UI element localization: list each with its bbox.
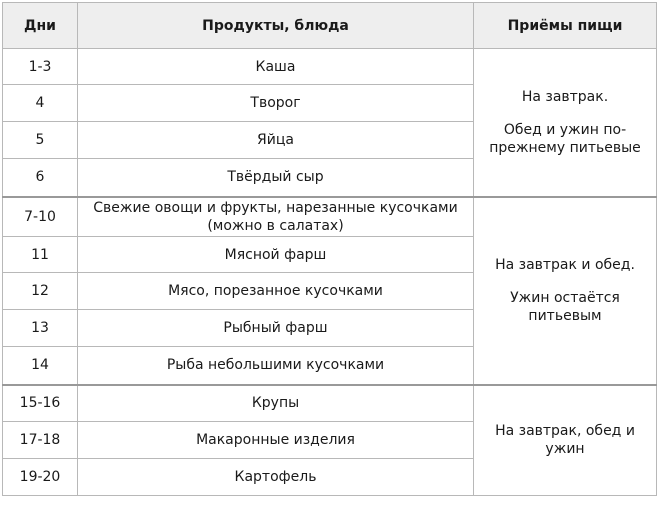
days-cell: 7-10 xyxy=(3,197,78,237)
days-cell: 17-18 xyxy=(3,422,78,459)
days-cell: 11 xyxy=(3,237,78,273)
product-cell: Рыбный фарш xyxy=(78,310,474,347)
product-cell: Мясной фарш xyxy=(78,237,474,273)
meal-group-2-line1: На завтрак и обед. xyxy=(495,257,635,273)
meal-group-2 xyxy=(474,197,657,385)
meal-group-1 xyxy=(474,49,657,197)
meal-group-3 xyxy=(474,385,657,496)
table-row xyxy=(3,385,657,422)
product-cell: Рыба небольшими кусочками xyxy=(78,347,474,385)
table-row xyxy=(3,49,657,85)
product-cell: Яйца xyxy=(78,122,474,159)
product-cell: Каша xyxy=(78,49,474,85)
meal-group-3-line1: На завтрак, обед и ужин xyxy=(495,423,635,458)
days-cell: 1-3 xyxy=(3,49,78,85)
product-cell: Твёрдый сыр xyxy=(78,159,474,197)
days-cell: 6 xyxy=(3,159,78,197)
product-cell: Свежие овощи и фрукты, нарезанные кусочками (можно в салатах) xyxy=(78,197,474,237)
product-cell: Картофель xyxy=(78,459,474,496)
header-row xyxy=(3,3,657,49)
product-cell: Крупы xyxy=(78,385,474,422)
days-cell: 5 xyxy=(3,122,78,159)
product-cell: Творог xyxy=(78,85,474,122)
header-meals: Приёмы пищи xyxy=(474,3,657,49)
meal-group-1-line2: Обед и ужин по-прежнему питьевые xyxy=(489,121,641,156)
days-cell: 14 xyxy=(3,347,78,385)
days-cell: 19-20 xyxy=(3,459,78,496)
meal-group-1-line1: На завтрак. xyxy=(521,88,609,105)
product-cell: Мясо, порезанное кусочками xyxy=(78,273,474,310)
days-cell: 12 xyxy=(3,273,78,310)
header-days: Дни xyxy=(3,3,78,49)
days-cell: 4 xyxy=(3,85,78,122)
diet-table xyxy=(2,2,657,496)
days-cell: 13 xyxy=(3,310,78,347)
meal-group-2-line2: Ужин остаётся питьевым xyxy=(510,290,620,324)
header-products: Продукты, блюда xyxy=(78,3,474,49)
days-cell: 15-16 xyxy=(3,385,78,422)
table-row xyxy=(3,197,657,237)
product-cell: Макаронные изделия xyxy=(78,422,474,459)
